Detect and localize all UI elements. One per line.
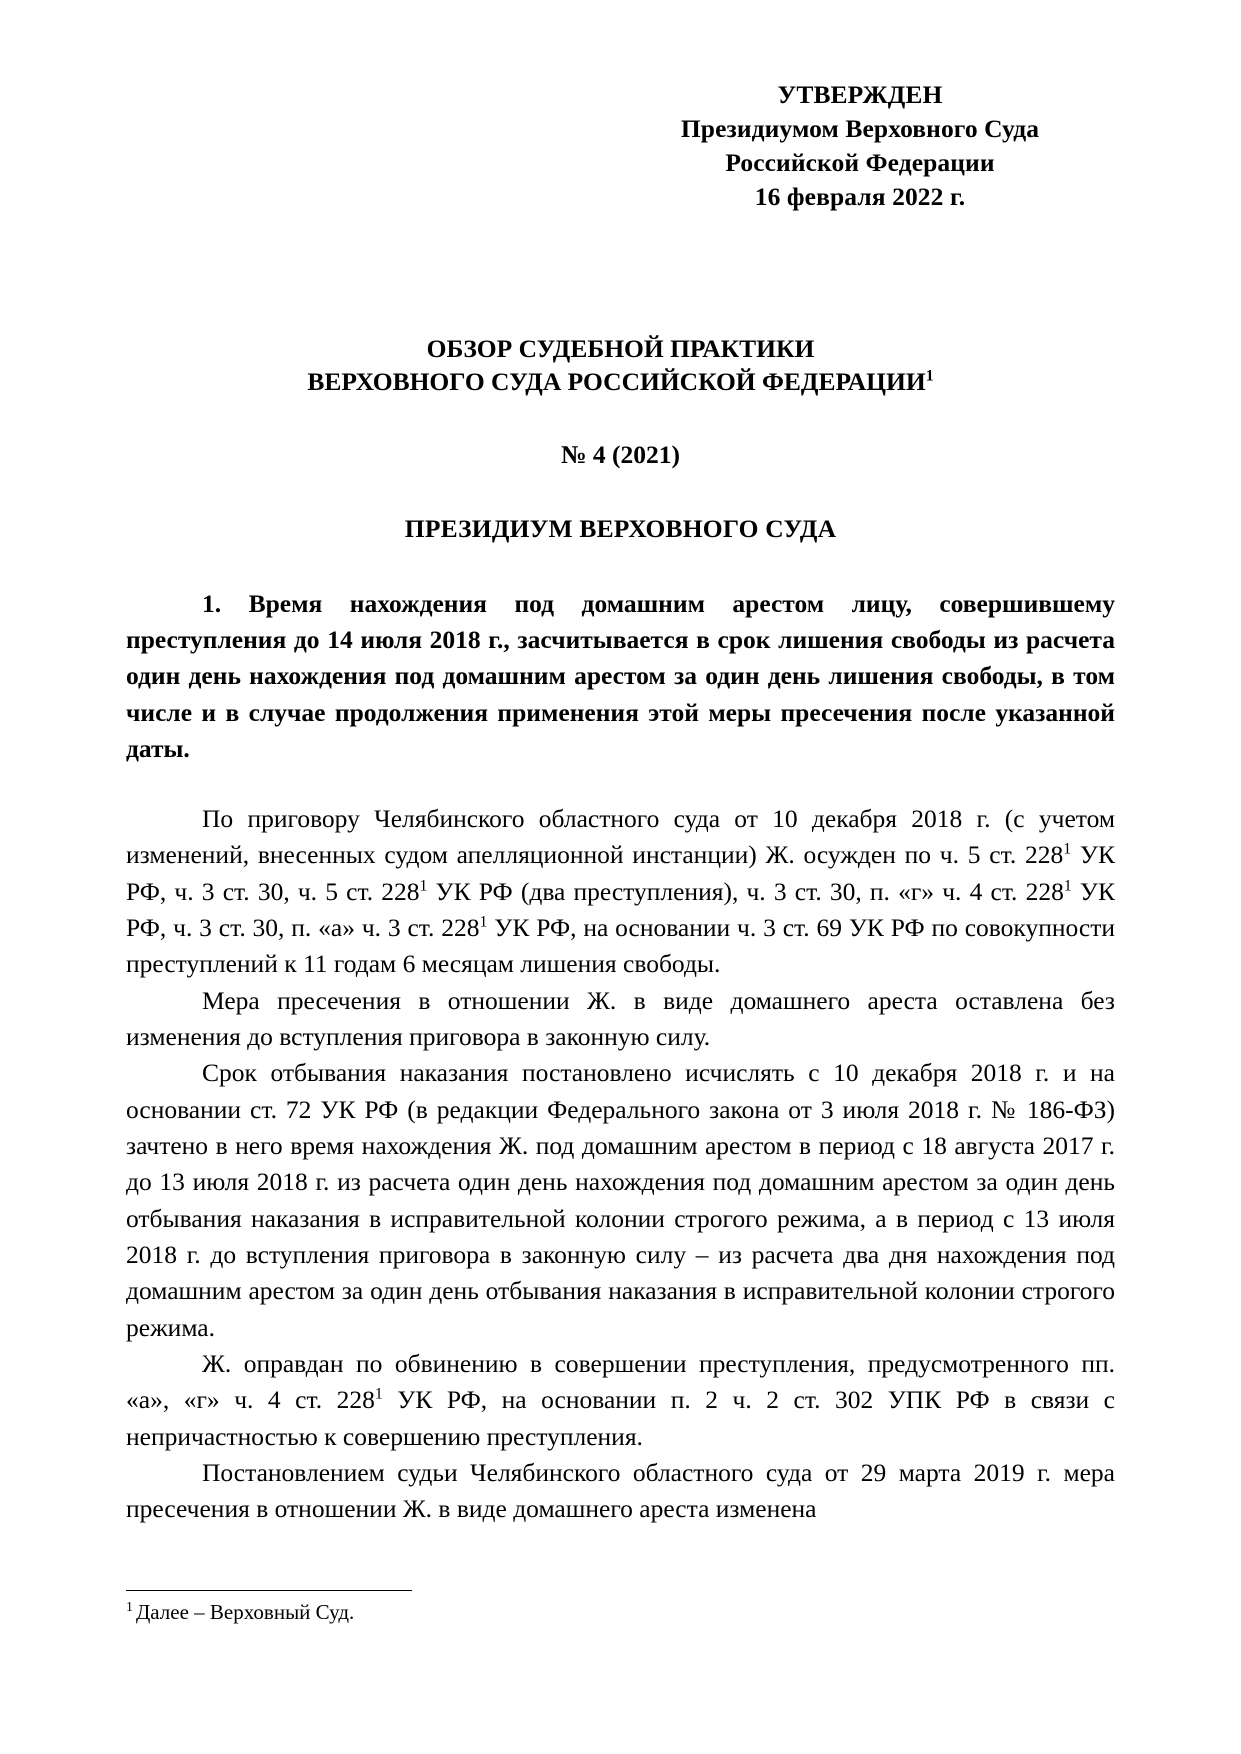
superscript-marker: 1 [1063, 840, 1072, 858]
title-line-2-text: ВЕРХОВНОГО СУДА РОССИЙСКОЙ ФЕДЕРАЦИИ [307, 366, 926, 396]
title-line-1: ОБЗОР СУДЕБНОЙ ПРАКТИКИ [426, 333, 815, 363]
section-heading: ПРЕЗИДИУМ ВЕРХОВНОГО СУДА [404, 513, 837, 543]
issue-number: № 4 (2021) [560, 439, 681, 469]
approval-line-1: УТВЕРЖДЕН [777, 80, 943, 109]
title-footnote-marker: 1 [925, 367, 934, 385]
approval-block [625, 78, 1095, 214]
approval-line-2: Президиумом Верховного Суда [680, 113, 1040, 143]
footnote-text [126, 1598, 1116, 1626]
approval-date: 16 февраля 2022 г. [754, 181, 966, 211]
paragraph-measure-of-restraint: Мера пресечения в отношении Ж. в виде домашнего ареста оставлена без изменения до вступления приговора в законную силу. [126, 985, 1115, 1051]
page-title [126, 332, 1115, 398]
superscript-marker: 1 [479, 913, 488, 931]
footnote-body: Далее – Верховный Суд. [135, 1599, 355, 1624]
body-text [126, 801, 1115, 1528]
paragraph-judge-ruling: Постановлением судьи Челябинского областного суда от 29 марта 2019 г. мера пресечения в отношении Ж. в виде домашнего ареста изменена [126, 1457, 1115, 1524]
superscript-marker: 1 [419, 877, 428, 895]
superscript-marker: 1 [374, 1385, 383, 1403]
paragraph-verdict-intro: По приговору Челябинского областного суда от 10 декабря 2018 г. (с учетом изменений, внесенных судом апелляционной инстанции) Ж. осужден по ч. 5 ст. $228^1$ УК РФ, ч. 3 ст. 30, ч. 5 ст. $228^1$ УК РФ (два преступления), ч. 3 ст. 30, п. «г» ч. 4 ст. $228^1$ УК РФ, ч. 3 ст. 30, п. «а» ч. 3 ст. $228^1$ УК РФ, на основании ч. 3 ст. 69 УК РФ по совокупности преступлений к 11 годам 6 месяцам лишения свободы. [126, 803, 1115, 979]
paragraph-term-calculation: Срок отбывания наказания постановлено исчислять с 10 декабря 2018 г. и на основании ст. 72 УК РФ (в редакции Федерального закона от 3 июля 2018 г. № 186-ФЗ) зачтено в него время нахождения Ж. под домашним арестом в период с 18 августа 2017 г. до 13 июля 2018 г. из расчета один день нахождения под домашним арестом за один день отбывания наказания в исправительной колонии строгого режима, а в период с 13 июля 2018 г. до вступления приговора в законную силу – из расчета два дня нахождения под домашним арестом за один день отбывания наказания в исправительной колонии строгого режима. [126, 1058, 1115, 1342]
lead-paragraph: 1. Время нахождения под домашним арестом лицу, совершившему преступления до 14 июля 2018 г., засчитывается в срок лишения свободы из расчета один день нахождения под домашним арестом за один день лишения свободы, в том числе и в случае продолжения применения этой меры пресечения после указанной даты. [126, 588, 1115, 763]
title-line-2 [126, 365, 1115, 398]
superscript-marker: 1 [1063, 877, 1072, 895]
approval-line-3: Российской Федерации [725, 147, 995, 177]
footnote [126, 1590, 1116, 1626]
footnote-separator [126, 1590, 412, 1591]
footnote-marker: 1 [126, 1598, 133, 1614]
paragraph-acquittal: Ж. оправдан по обвинению в совершении преступления, предусмотренного пп. «а», «г» ч. 4 ст. $228^1$ УК РФ, на основании п. 2 ч. 2 ст. 302 УПК РФ в связи с непричастностью к совершению преступления. [126, 1348, 1115, 1451]
